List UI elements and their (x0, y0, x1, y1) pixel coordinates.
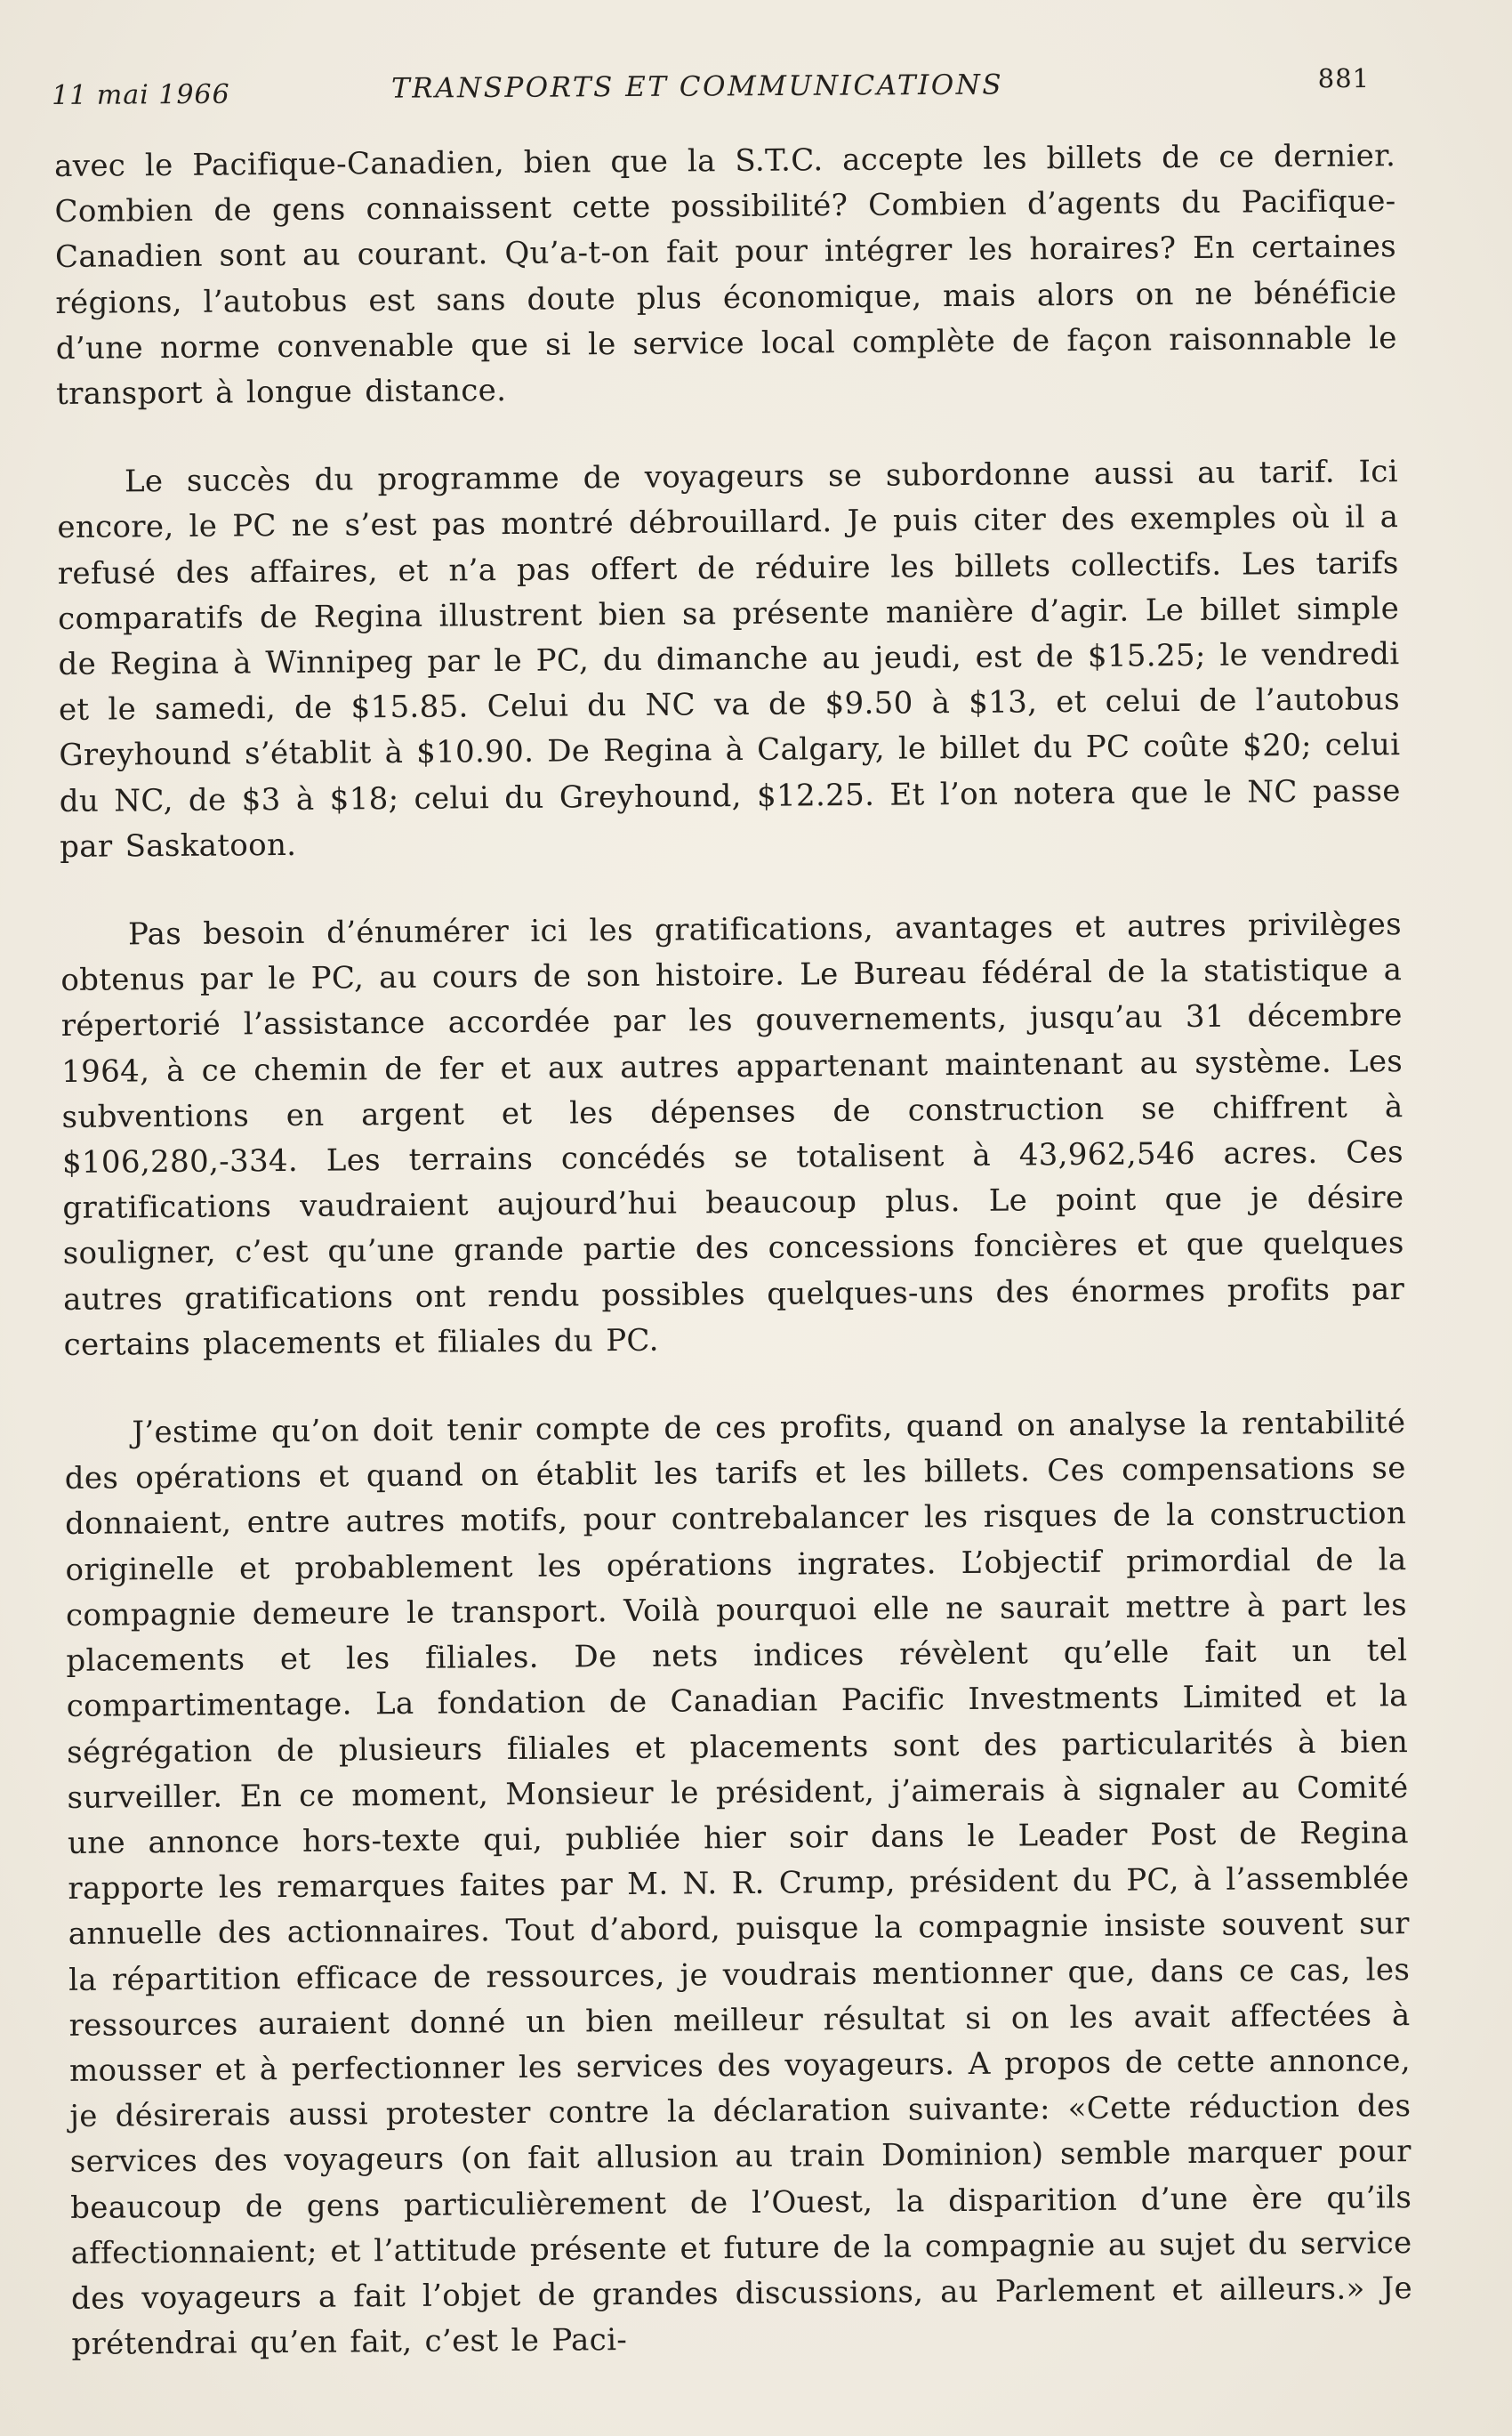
paragraph-2: Le succès du programme de voyageurs se subordonne aussi au tarif. Ici encore, le PC ne s’est pas montré débrouillard. Je puis citer des exemples où il a refusé des affaires, et n’a pas offert de réduire les billets collectifs. Les tarifs comparatifs de Regina illustrent bien sa présente manière d’agir. Le billet simple de Regina à Winnipeg par le PC, du dimanche au jeudi, est de $15.25; le vendredi et le samedi, de $15.85. Celui du NC va de $9.50 à $13, et celui de l’autobus Greyhound s’établit à $10.90. De Regina à Calgary, le billet du PC coûte $20; celui du NC, de $3 à $18; celui du Greyhound, $12.25. Et l’on notera que le NC passe par Saskatoon. (57, 454, 1401, 865)
paragraph-1: avec le Pacifique-Canadien, bien que la S.T.C. accepte les billets de ce dernier. Combien de gens connaissent cette possibilité? Combien d’agents du Pacifique-Canadien sont au courant. Qu’a-t-on fait pour intégrer les horaires? En certaines régions, l’autobus est sans doute plus économique, mais alors on ne bénéficie d’une norme convenable que si le service local complète de façon raisonnable le transport à longue distance. (54, 138, 1397, 413)
header-title: TRANSPORTS ET COMMUNICATIONS (391, 69, 1004, 105)
header-date: 11 mai 1966 (52, 78, 230, 111)
body-text (54, 133, 1413, 2367)
running-header (52, 62, 1371, 117)
page-number: 881 (1317, 62, 1371, 94)
paragraph-4: J’estime qu’on doit tenir compte de ces profits, quand on analyse la rentabilité des opérations et quand on établit les tarifs et les billets. Ces compensations se donnaient, entre autres motifs, pour contrebalancer les risques de la construction originelle et probablement les opérations ingrates. L’objectif primordial de la compagnie demeure le transport. Voilà pourquoi elle ne saurait mettre à part les placements et les filiales. De nets indices révèlent qu’elle fait un tel compartimentage. La fondation de Canadian Pacific Investments Limited et la ségrégation de plusieurs filiales et placements sont des particularités à bien surveiller. En ce moment, Monsieur le président, j’aimerais à signaler au Comité une annonce hors-texte qui, publiée hier soir dans le Leader Post de Regina rapporte les remarques faites par M. N. R. Crump, président du PC, à l’assemblée annuelle des actionnaires. Tout d’abord, puisque la compagnie insiste souvent sur la répartition efficace de ressources, je voudrais mentionner que, dans ce cas, les ressources auraient donné un bien meilleur résultat si on les avait affectées à mousser et à perfectionner les services des voyageurs. A propos de cette annonce, je désirerais aussi protester contre la déclaration suivante: «Cette réduction des services des voyageurs (on fait allusion au train Dominion) semble marquer pour beaucoup de gens particulièrement de l’Ouest, la disparition d’une ère qu’ils affectionnaient; et l’attitude présente et future de la compagnie au sujet du service des voyageurs a fait l’objet de grandes discussions, au Parlement et ailleurs.» Je prétendrai qu’en fait, c’est le Paci- (64, 1405, 1413, 2363)
paragraph-3: Pas besoin d’énumérer ici les gratifications, avantages et autres privilèges obtenus par le PC, au cours de son histoire. Le Bureau fédéral de la statistique a répertorié l’assistance accordée par les gouvernements, jusqu’au 31 décembre 1964, à ce chemin de fer et aux autres appartenant maintenant au système. Les subventions en argent et les dépenses de construction se chiffrent à $106,280,-334. Les terrains concédés se totalisent à 43,962,546 acres. Ces gratifications vaudraient aujourd’hui beaucoup plus. Le point que je désire souligner, c’est qu’une grande partie des concessions foncières et que quelques autres gratifications ont rendu possibles quelques-uns des énormes profits par certains placements et filiales du PC. (60, 907, 1405, 1363)
